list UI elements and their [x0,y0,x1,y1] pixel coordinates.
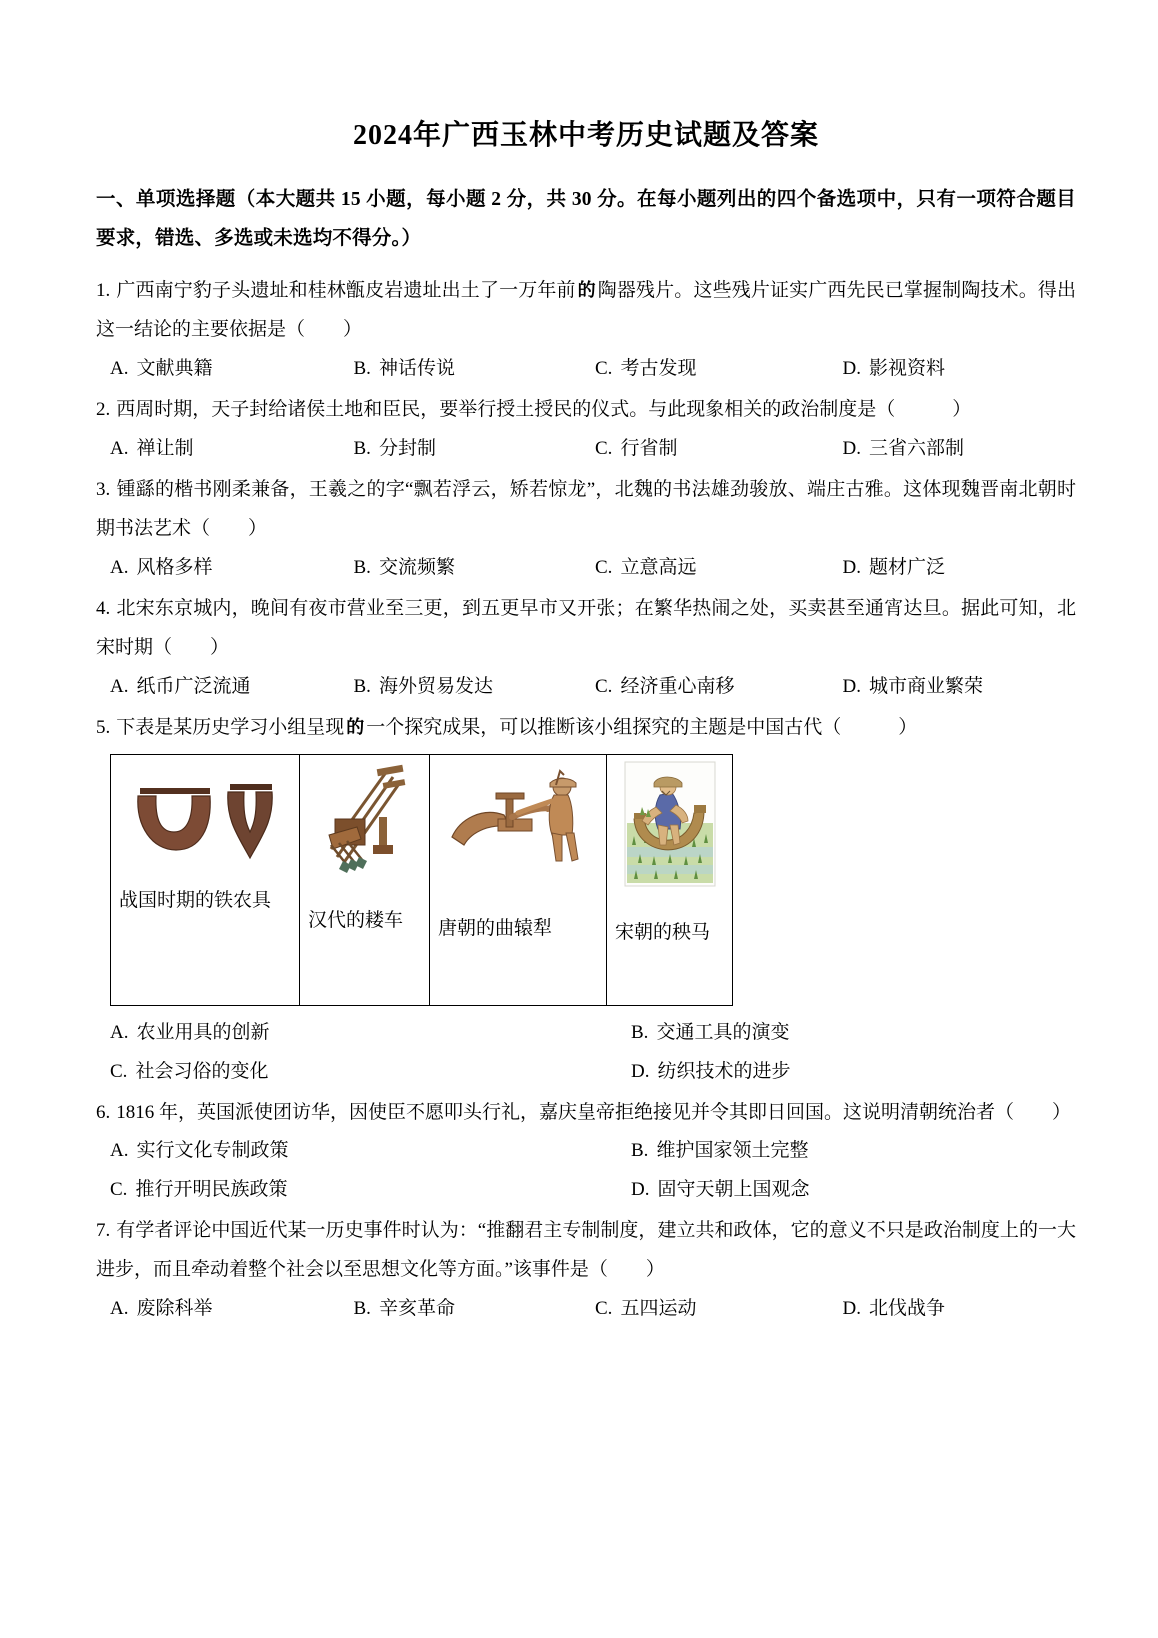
option-a[interactable] [96,350,344,389]
option-label: 交通工具的演变 [656,1021,790,1043]
option-label: 考古发现 [620,358,697,380]
option-d[interactable] [829,1290,1077,1329]
option-letter: C. [595,556,613,578]
option-label: 纺织技术的进步 [657,1060,791,1082]
question-stem [96,272,1076,350]
stem-text-part-1: 1816 年，英国派使团访华，因使臣不愿叩头行礼，嘉庆皇帝拒绝接见并令其即日回国。这说明清朝统治者（ ） [116,1101,1072,1123]
option-letter: C. [110,1060,128,1082]
rice-seedling-horse-svg [624,761,716,887]
option-label: 神话传说 [378,358,455,380]
option-d[interactable] [555,1053,1076,1092]
option-label: 五四运动 [620,1298,697,1320]
option-label: 实行文化专制政策 [136,1140,289,1162]
option-c[interactable] [587,350,829,389]
option-row [96,1014,1076,1053]
option-d[interactable] [555,1171,1076,1210]
option-c[interactable] [96,1053,555,1092]
question-number: 2. [96,399,111,421]
option-label: 废除科举 [136,1298,213,1320]
stem-text-part-1: 北宋东京城内，晚间有夜市营业至三更，到五更早市又开张；在繁华热闹之处，买卖甚至通宵达旦。据此可知，北宋时期（ ） [96,597,1076,658]
option-b[interactable] [344,549,588,588]
question-number: 7. [96,1220,111,1242]
option-letter: D. [842,358,861,380]
option-a[interactable] [96,668,344,707]
question-number: 1. [96,280,111,302]
option-a[interactable] [96,430,344,469]
option-d[interactable] [829,549,1077,588]
option-letter: A. [110,556,129,578]
option-label: 辛亥革命 [378,1298,455,1320]
table-row [111,754,733,1005]
option-letter: A. [110,675,129,697]
option-letter: C. [595,358,613,380]
question-stem [96,471,1076,549]
option-row [96,430,1076,469]
option-a[interactable] [96,1014,555,1053]
cell-caption: 战国时期的铁农具 [119,889,272,911]
option-b[interactable] [344,1290,588,1329]
cell-caption: 唐朝的曲辕犁 [438,917,553,939]
option-label: 文献典籍 [136,358,213,380]
question-4 [96,590,1076,707]
option-letter: B. [353,438,371,460]
question-5 [96,709,1076,1092]
option-label: 三省六部制 [868,438,964,460]
option-letter: A. [110,1021,129,1043]
rice-seedling-horse-image [615,761,724,911]
option-b[interactable] [344,350,588,389]
curved-shaft-plough-image [438,761,598,899]
option-c[interactable] [96,1171,555,1210]
stem-text-part-1: 锺繇的楷书刚柔兼备，王羲之的字“飘若浮云，矫若惊龙”，北魏的书法雄劲骏放、端庄古雅。这体现魏晋南北朝时期书法艺术（ ） [96,479,1076,540]
option-c[interactable] [587,1290,829,1329]
question-number: 3. [96,479,111,501]
option-letter: A. [110,438,129,460]
seed-drill-svg [317,761,413,889]
question-1 [96,272,1076,389]
option-letter: A. [110,358,129,380]
option-row [96,549,1076,588]
option-row [96,1132,1076,1171]
question-stem [96,590,1076,668]
option-label: 纸币广泛流通 [136,675,251,697]
option-label: 行省制 [620,438,678,460]
option-label: 交流频繁 [378,556,455,578]
question-number: 6. [96,1101,111,1123]
option-label: 影视资料 [868,358,945,380]
option-letter: C. [110,1179,128,1201]
iron-farm-tools-svg [130,774,280,866]
option-label: 风格多样 [136,556,213,578]
option-letter: D. [631,1060,650,1082]
option-b[interactable] [555,1132,1076,1171]
question-stem [96,391,1076,430]
stem-emphasis-char: 的 [346,716,365,738]
stem-text-part-1: 西周时期，天子封给诸侯土地和臣民，要举行授土授民的仪式。与此现象相关的政治制度是（ ） [116,399,972,421]
option-letter: B. [631,1021,649,1043]
stem-text-part-1: 有学者评论中国近代某一历史事件时认为：“推翻君主专制制度，建立共和政体，它的意义不只是政治制度上的一大进步，而且牵动着整个社会以至思想文化等方面。”该事件是（ ） [96,1220,1076,1281]
option-letter: A. [110,1140,129,1162]
option-letter: B. [353,1298,371,1320]
iron-farm-tools-image [119,761,291,879]
option-label: 固守天朝上国观念 [657,1179,810,1201]
option-letter: D. [631,1179,650,1201]
option-d[interactable] [829,668,1077,707]
seed-drill-image [308,761,421,899]
question-2 [96,391,1076,469]
cell-caption: 宋朝的秧马 [615,921,711,943]
option-label: 海外贸易发达 [378,675,493,697]
question-3 [96,471,1076,588]
option-row [96,1171,1076,1210]
option-letter: D. [842,556,861,578]
option-letter: D. [842,1298,861,1320]
page-title: 2024年广西玉林中考历史试题及答案 [352,120,819,151]
option-letter: D. [842,438,861,460]
option-letter: B. [353,675,371,697]
option-d[interactable] [829,430,1077,469]
option-row [96,668,1076,707]
stem-text-part-2: 陶器残片。这些残片证实广西先民已掌握制陶技术。得出这一结论的主要依据是（ ） [96,280,1076,341]
option-label: 城市商业繁荣 [868,675,983,697]
option-label: 经济重心南移 [620,675,735,697]
option-label: 立意高远 [620,556,697,578]
option-b[interactable] [344,430,588,469]
option-label: 分封制 [378,438,436,460]
option-c[interactable] [587,430,829,469]
cell-caption: 汉代的耧车 [308,909,404,931]
option-letter: D. [842,675,861,697]
option-letter: B. [353,556,371,578]
option-letter: C. [595,438,613,460]
question-number: 4. [96,597,111,619]
option-letter: C. [595,1298,613,1320]
option-c[interactable] [587,668,829,707]
ancient-farming-tools-table [110,754,733,1006]
stem-text-part-1: 下表是某历史学习小组呈现 [116,716,345,738]
option-letter: C. [595,675,613,697]
option-label: 农业用具的创新 [136,1021,270,1043]
option-letter: B. [353,358,371,380]
question-stem [96,1212,1076,1290]
option-row [96,1290,1076,1329]
stem-text-part-2: 一个探究成果，可以推断该小组探究的主题是中国古代（ ） [366,716,918,738]
option-label: 禅让制 [136,438,194,460]
option-label: 题材广泛 [868,556,945,578]
option-label: 社会习俗的变化 [135,1060,269,1082]
option-b[interactable] [344,668,588,707]
curved-shaft-plough-svg [448,761,588,873]
option-d[interactable] [829,350,1077,389]
option-row [96,1053,1076,1092]
option-label: 维护国家领土完整 [656,1140,809,1162]
option-label: 北伐战争 [868,1298,945,1320]
question-number: 5. [96,716,111,738]
document-body [96,118,1076,1331]
stem-text-part-1: 广西南宁豹子头遗址和桂林甑皮岩遗址出土了一万年前 [116,280,576,302]
option-b[interactable] [555,1014,1076,1053]
question-7 [96,1212,1076,1329]
option-letter: A. [110,1298,129,1320]
option-a[interactable] [96,1132,555,1171]
section-instructions: 一、单项选择题（本大题共 15 小题，每小题 2 分，共 30 分。在每小题列出的四个备选项中，只有一项符合题目要求，错选、多选或未选均不得分。） [96,189,1076,250]
question-stem [96,1094,1076,1133]
stem-emphasis-char: 的 [577,280,596,302]
table-cell-seed-drill [300,754,430,1005]
option-letter: B. [631,1140,649,1162]
table-cell-rice-seedling-horse [607,754,733,1005]
option-c[interactable] [587,549,829,588]
option-a[interactable] [96,1290,344,1329]
table-cell-curved-shaft-plough [430,754,607,1005]
option-a[interactable] [96,549,344,588]
question-6 [96,1094,1076,1211]
table-cell-iron-farm-tools [111,754,300,1005]
option-label: 推行开明民族政策 [135,1179,288,1201]
question-stem [96,709,1076,748]
option-row [96,350,1076,389]
